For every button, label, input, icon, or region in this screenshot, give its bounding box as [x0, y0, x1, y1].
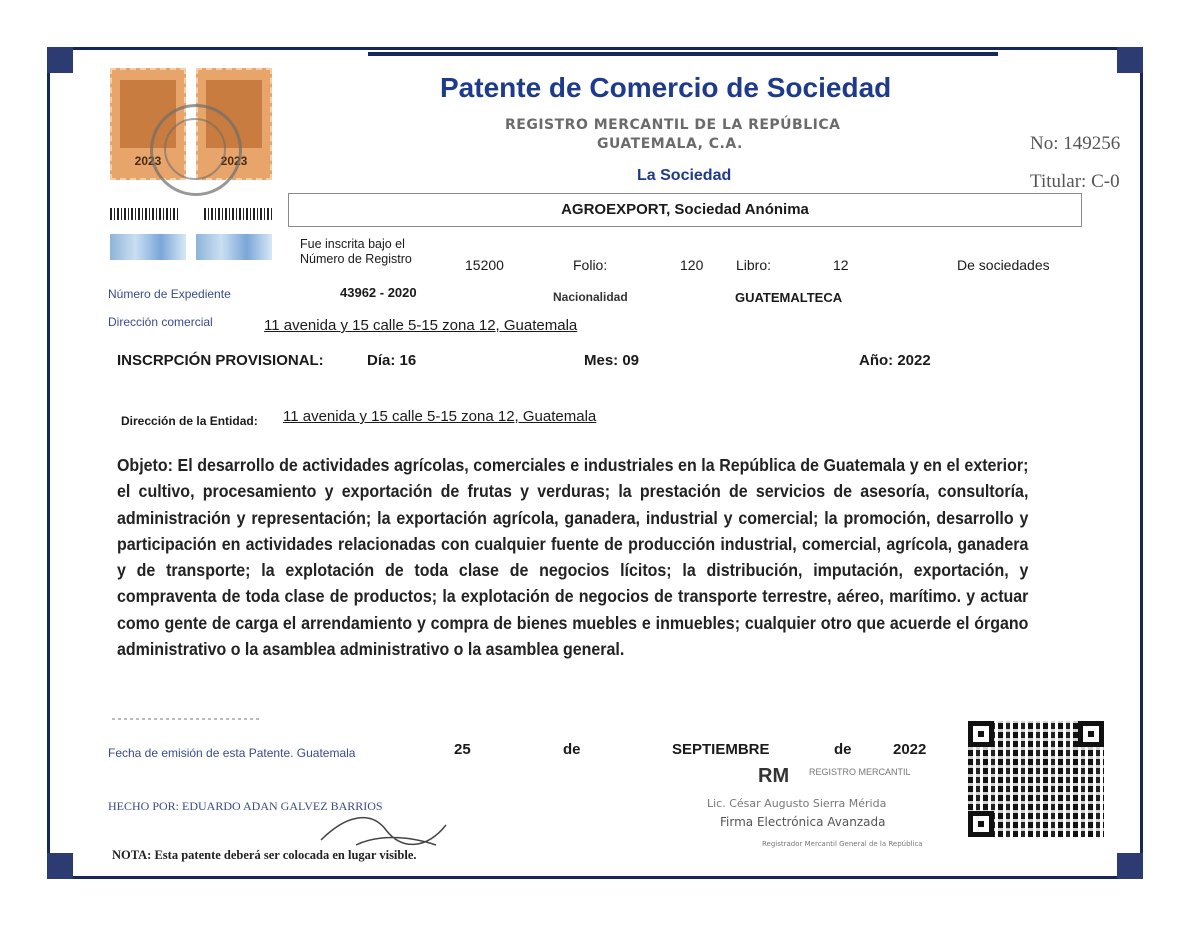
inscripcion-anio: Año: 2022 [859, 352, 931, 369]
barcode [204, 208, 274, 220]
corner-ornament [47, 853, 73, 879]
barcode [110, 208, 180, 220]
firma-type: Firma Electrónica Avanzada [720, 815, 886, 829]
inscribed-text: Fue inscrita bajo el [300, 237, 405, 251]
objeto-paragraph: Objeto: El desarrollo de actividades agrícolas, comerciales e industriales en la República de Guatemala y en el exterior; el cultivo, procesamiento y exportación de frutas y verduras; la prestación de servicios de asesoría, consultoría, administración y representación; la exportación agrícola, ganadera, industrial y comercial; la promoción, desarrollo y participación en actividades relacionadas con cualquier fuente de producción industrial, comercial, agrícola, ganadera y de transporte; la explotación de toda clase de negocios lícitos; la distribución, imputación, exportación, y compraventa de toda clase de productos; la explotación de negocios de transporte terrestre, aéreo, marítimo. y actuar como gente de carga el arrendamiento y compra de bienes muebles e inmuebles; cualquier otro que acuerde el órgano administrativo o la asamblea administrativo o la asamblea general. [117, 455, 1029, 660]
emision-year: 2022 [893, 741, 927, 758]
registry-name: REGISTRO MERCANTIL DE LA REPÚBLICA [505, 117, 841, 133]
signer-name: Lic. César Augusto Sierra Mérida [707, 797, 887, 810]
registry-country: GUATEMALA, C.A. [597, 136, 743, 152]
inscripcion-label: INSCRPCIÓN PROVISIONAL: [117, 352, 324, 369]
folio-value: 120 [680, 257, 704, 273]
entidad-value: 11 avenida y 15 calle 5-15 zona 12, Guatemala [283, 408, 597, 425]
corner-ornament [1117, 47, 1143, 73]
nacionalidad-value: GUATEMALTECA [735, 290, 843, 305]
rm-logo: RM [758, 765, 790, 787]
folio-label: Folio: [573, 257, 608, 273]
corner-ornament [1117, 853, 1143, 879]
direccion-comercial-value: 11 avenida y 15 calle 5-15 zona 12, Guatemala [264, 317, 578, 334]
libro-type: De sociedades [957, 257, 1050, 273]
hologram-strip [110, 234, 186, 260]
document-title: Patente de Comercio de Sociedad [440, 72, 892, 103]
libro-label: Libro: [736, 257, 772, 273]
emision-day: 25 [454, 741, 471, 758]
divider [112, 718, 262, 720]
hologram-strip [196, 234, 272, 260]
top-rule [368, 52, 998, 56]
emision-de: de [563, 741, 581, 758]
nota: NOTA: Esta patente deberá ser colocada en lugar visible. [112, 848, 417, 862]
qr-code [968, 721, 1104, 837]
sociedad-label: La Sociedad [637, 167, 732, 184]
titular: Titular: C-0 [1030, 171, 1120, 192]
company-name: AGROEXPORT, Sociedad Anónima [561, 201, 809, 218]
entidad-label: Dirección de la Entidad: [121, 414, 258, 428]
emision-label: Fecha de emisión de esta Patente. Guatemala [108, 746, 356, 760]
emision-month: SEPTIEMBRE [672, 741, 770, 758]
hecho-por: HECHO POR: EDUARDO ADAN GALVEZ BARRIOS [108, 799, 383, 813]
corner-ornament [47, 47, 73, 73]
libro-value: 12 [833, 257, 849, 273]
signer-title: Registrador Mercantil General de la República [762, 840, 923, 848]
registro-label: Número de Registro [300, 252, 412, 266]
postmark-seal-inner [164, 118, 226, 180]
stamp-year: 2023 [220, 154, 248, 168]
inscripcion-dia: Día: 16 [367, 352, 417, 369]
expediente-label: Número de Expediente [108, 287, 231, 301]
direccion-comercial-label: Dirección comercial [108, 315, 213, 329]
nacionalidad-label: Nacionalidad [553, 290, 628, 304]
registro-value: 15200 [465, 257, 504, 273]
stamp-year: 2023 [134, 154, 162, 168]
inscripcion-mes: Mes: 09 [584, 352, 640, 369]
company-name-box [288, 193, 1082, 227]
expediente-value: 43962 - 2020 [340, 285, 417, 300]
rm-logo-text: REGISTRO MERCANTIL [809, 767, 911, 777]
patent-number: No: 149256 [1030, 133, 1121, 154]
tax-stamps [108, 62, 280, 262]
emision-de: de [834, 741, 852, 758]
